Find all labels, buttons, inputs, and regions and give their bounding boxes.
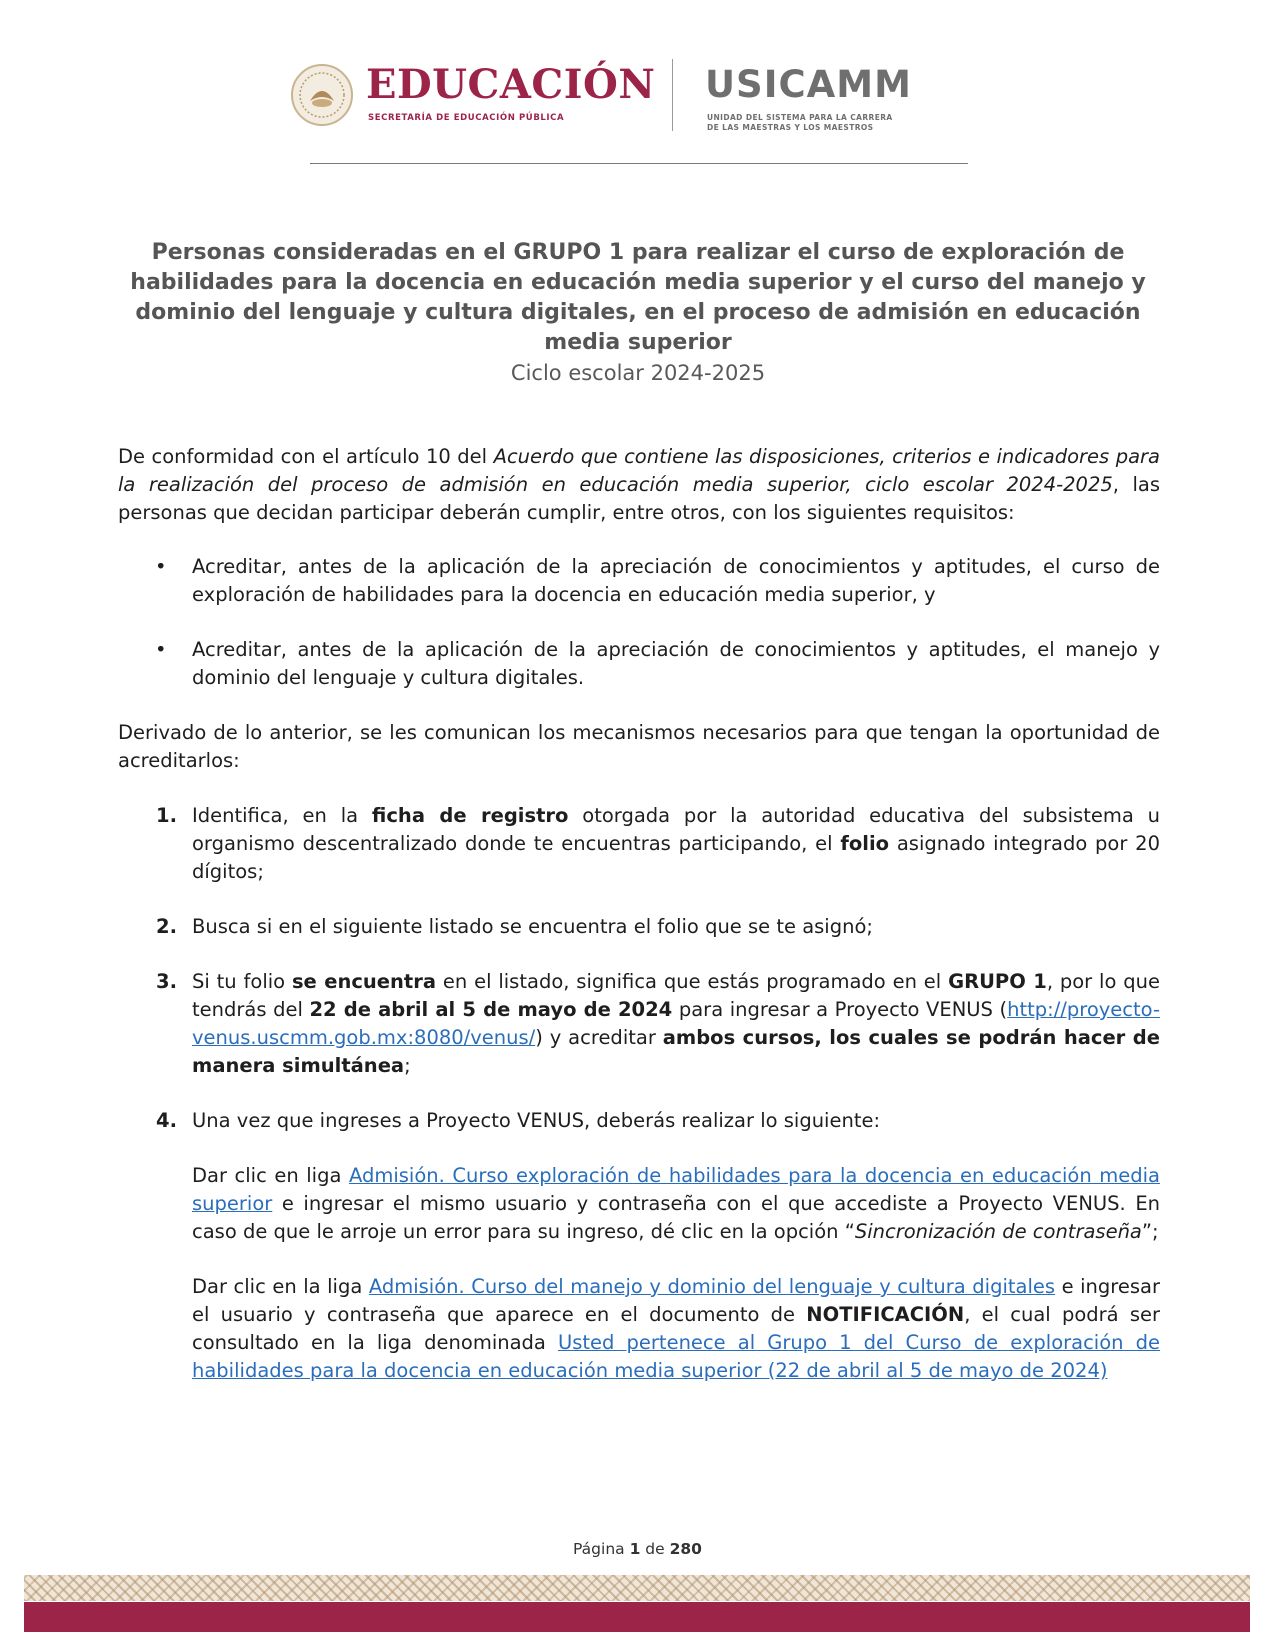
step-text: , por lo que tendrás del xyxy=(192,970,1160,1021)
step-bold: folio xyxy=(840,832,890,855)
bullet-icon: • xyxy=(155,638,167,661)
step-4-sub-1 xyxy=(192,1162,1160,1246)
step-4-sub-2 xyxy=(192,1273,1160,1385)
step-bold: NOTIFICACIÓN xyxy=(806,1303,965,1326)
step-text: ) y acreditar xyxy=(535,1026,663,1049)
step-2 xyxy=(118,913,1160,941)
footer-bar xyxy=(24,1602,1250,1632)
step-text: Dar clic en la liga xyxy=(192,1275,369,1298)
step-text: Una vez que ingreses a Proyecto VENUS, deberás realizar lo siguiente: xyxy=(192,1109,881,1132)
header-rule xyxy=(310,163,968,164)
step-text: Busca si en el siguiente listado se encuentra el folio que se te asignó; xyxy=(192,915,873,938)
logo-subtitle: SECRETARÍA DE EDUCACIÓN PÚBLICA xyxy=(368,113,565,123)
list-item xyxy=(118,553,1160,609)
list-item xyxy=(118,636,1160,692)
step-text: Dar clic en liga xyxy=(192,1164,349,1187)
steps-list xyxy=(118,802,1160,1385)
intro-agreement-title: Acuerdo que contiene las disposiciones, criterios e indicadores para la realización del proceso de admisión en educación media superior, ciclo escolar 2024-2025 xyxy=(118,445,1160,496)
step-number: 4. xyxy=(156,1109,177,1132)
step-text: para ingresar a Proyecto VENUS ( xyxy=(672,998,1008,1021)
page-current: 1 xyxy=(629,1540,641,1558)
bullet-icon: • xyxy=(155,555,167,578)
course-exploration-link[interactable]: Admisión. Curso exploración de habilidades para la docencia en educación media superior xyxy=(192,1164,1160,1215)
step-bold: GRUPO 1 xyxy=(948,970,1047,993)
step-text: e ingresar el usuario y contraseña que aparece en el documento de xyxy=(192,1275,1160,1326)
requirements-list xyxy=(118,553,1160,692)
org-subtitle-line-2: DE LAS MAESTRAS Y LOS MAESTROS xyxy=(707,123,874,132)
document-title-block xyxy=(110,238,1166,388)
step-bold: ficha de registro xyxy=(371,804,569,827)
group-1-notification-link[interactable]: Usted pertenece al Grupo 1 del Curso de exploración de habilidades para la docencia en educación media superior (22 de abril al 5 de mayo de 2024) xyxy=(192,1331,1160,1382)
requirement-text: Acreditar, antes de la aplicación de la apreciación de conocimientos y aptitudes, el manejo y dominio del lenguaje y cultura digitales. xyxy=(192,638,1160,689)
header xyxy=(290,55,950,140)
step-1 xyxy=(118,802,1160,886)
page-of: de xyxy=(640,1540,670,1558)
step-bold: 22 de abril al 5 de mayo de 2024 xyxy=(309,998,673,1021)
step-text: ; xyxy=(404,1054,411,1077)
derived-paragraph: Derivado de lo anterior, se les comunican los mecanismos necesarios para que tengan la oportunidad de acreditarlos: xyxy=(118,721,1160,772)
org-title: USICAMM xyxy=(705,63,912,106)
step-text: ”; xyxy=(1141,1220,1159,1243)
step-text: Identifica, en la xyxy=(192,804,372,827)
step-text: Si tu folio xyxy=(192,970,292,993)
step-number: 2. xyxy=(156,915,177,938)
venus-url-link[interactable]: http://proyecto-venus.uscmm.gob.mx:8080/venus/ xyxy=(192,998,1160,1049)
step-text: , el cual podrá ser consultado en la liga denominada xyxy=(192,1303,1161,1354)
footer-ornament xyxy=(24,1575,1250,1601)
step-bold: ambos cursos, los cuales se podrán hacer de manera simultánea xyxy=(192,1026,1160,1077)
step-text: e ingresar el mismo usuario y contraseña con el que accediste a Proyecto VENUS. En caso de que le arroje un error para su ingreso, dé clic en la opción “ xyxy=(192,1192,1160,1243)
page-label: Página xyxy=(573,1540,630,1558)
intro-text-2: , las personas que decidan participar deberán cumplir, entre otros, con los siguientes requisitos: xyxy=(118,473,1160,524)
page-number xyxy=(0,1540,1275,1558)
step-text: otorgada por la autoridad educativa del subsistema u organismo descentralizado donde te encuentras participando, el xyxy=(192,804,1160,855)
digital-culture-course-link[interactable]: Admisión. Curso del manejo y dominio del lenguaje y cultura digitales xyxy=(368,1275,1056,1298)
national-seal-icon xyxy=(290,63,354,127)
intro-paragraph xyxy=(118,443,1160,527)
intro-text-1: De conformidad con el artículo 10 del xyxy=(118,445,494,468)
document-title: Personas consideradas en el GRUPO 1 para realizar el curso de exploración de habilidades para la docencia en educación media superior y el curso del manejo y dominio del lenguaje y cultura digitales, en el proceso de admisión en educación media superior xyxy=(130,240,1146,355)
school-cycle: Ciclo escolar 2024-2025 xyxy=(510,361,766,385)
password-sync-option: Sincronización de contraseña xyxy=(854,1220,1142,1243)
step-3 xyxy=(118,968,1160,1080)
requirement-text: Acreditar, antes de la aplicación de la apreciación de conocimientos y aptitudes, el curso de exploración de habilidades para la docencia en educación media superior, y xyxy=(192,555,1160,606)
step-text: en el listado, significa que estás programado en el xyxy=(436,970,949,993)
step-text: asignado integrado por 20 dígitos; xyxy=(192,832,1160,883)
page-total: 280 xyxy=(669,1540,702,1558)
org-subtitle xyxy=(707,113,893,133)
step-bold: se encuentra xyxy=(291,970,436,993)
org-subtitle-line-1: UNIDAD DEL SISTEMA PARA LA CARRERA xyxy=(707,113,893,122)
step-4 xyxy=(118,1107,1160,1385)
document-body xyxy=(118,443,1160,1385)
logo-title: EDUCACIÓN xyxy=(366,61,656,108)
header-divider xyxy=(672,59,673,131)
step-number: 1. xyxy=(156,804,177,827)
step-number: 3. xyxy=(156,970,177,993)
